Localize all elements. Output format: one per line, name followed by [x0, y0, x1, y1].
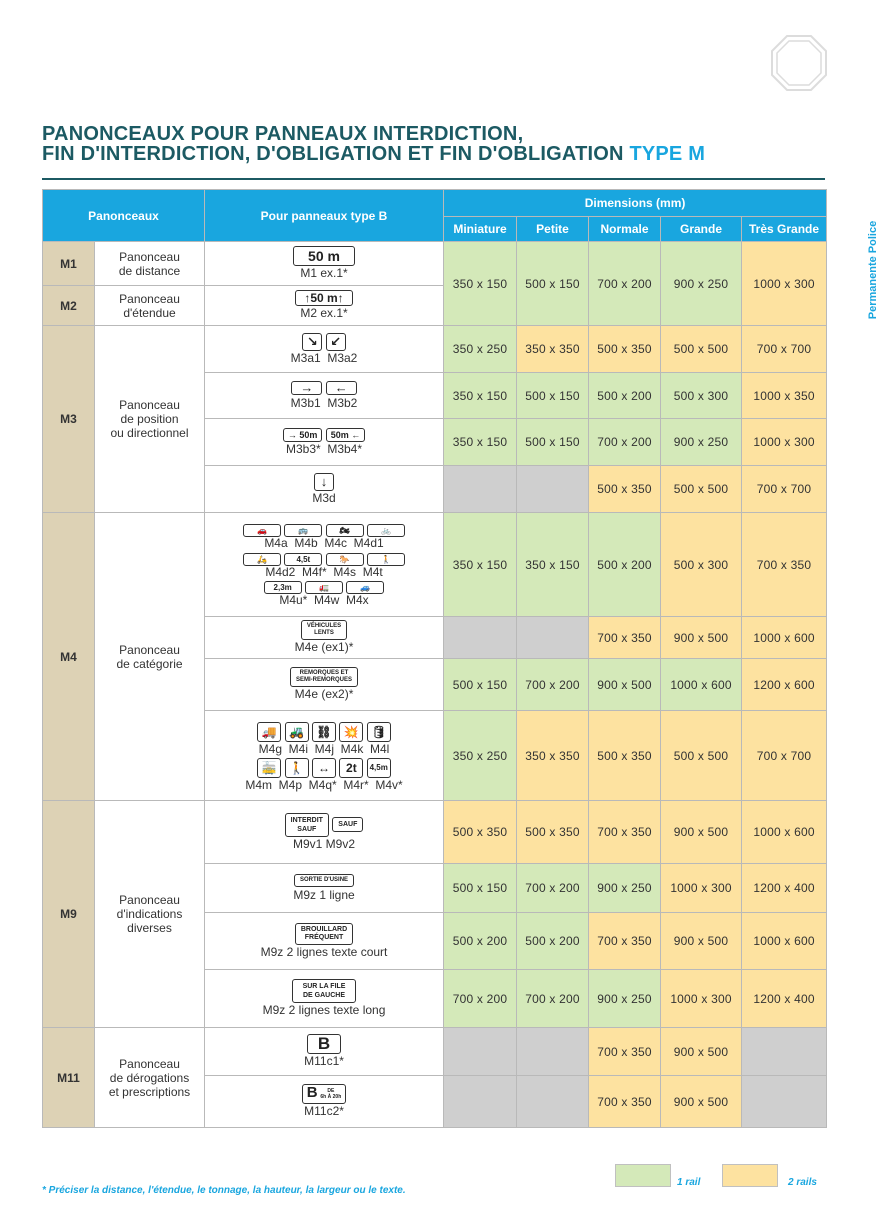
bicycle-icon: 🚲 [367, 524, 405, 537]
dim-cell: 350 x 350 [517, 711, 589, 801]
legend-label-1-rail: 1 rail [677, 1177, 701, 1188]
sign-file-gauche: SUR LA FILE DE GAUCHE [292, 979, 357, 1003]
dim-cell-na [517, 617, 589, 659]
explosive-icon: 💥 [339, 722, 363, 742]
side-tab-label: Permanente Police [867, 220, 879, 320]
dim-cell: 500 x 500 [661, 466, 742, 513]
sign-label: M4g M4i M4j M4k M4l [258, 741, 390, 756]
dim-cell: 350 x 150 [517, 513, 589, 617]
desc-text: Panonceau d'indications diverses [116, 893, 183, 935]
dim-cell: 1000 x 300 [661, 970, 742, 1028]
dim-cell: 500 x 200 [444, 913, 517, 970]
dim-cell: 500 x 500 [661, 711, 742, 801]
header-normale: Normale [589, 217, 661, 242]
sign-label: M9z 1 ligne [293, 888, 355, 902]
dim-cell: 700 x 350 [589, 801, 661, 864]
legend-swatch-1-rail [615, 1164, 671, 1187]
dim-cell: 700 x 700 [742, 711, 827, 801]
arrow-right-icon: → [291, 381, 322, 395]
arrow-left-icon: ← [326, 381, 357, 395]
dim-cell: 700 x 700 [742, 326, 827, 373]
dim-cell: 1000 x 300 [661, 864, 742, 913]
dim-cell: 900 x 250 [589, 864, 661, 913]
arrow-down-icon: ↓ [314, 473, 334, 491]
sign-vehicules-lents: VÉHICULES LENTS [301, 620, 347, 640]
table-row [43, 513, 827, 617]
page-title [42, 124, 705, 164]
dim-cell: 900 x 500 [661, 617, 742, 659]
sign-sortie-usine: SORTIE D'USINE [294, 874, 354, 887]
header-pour-panneaux: Pour panneaux type B [205, 190, 444, 242]
snow-chain-icon: ⛓ [312, 722, 336, 742]
dim-cell: 700 x 200 [444, 970, 517, 1028]
sign-cell [205, 913, 444, 970]
dim-cell: 500 x 350 [444, 801, 517, 864]
water-pollutant-icon: 🛢 [367, 722, 391, 742]
dim-cell: 700 x 700 [742, 466, 827, 513]
header-tres-grande: Très Grande [742, 217, 827, 242]
bus-icon: 🚌 [284, 524, 322, 537]
sign-cell [205, 1076, 444, 1128]
dim-cell-na [517, 1076, 589, 1128]
dim-cell: 900 x 250 [589, 970, 661, 1028]
sign-label: M3b1 M3b2 [290, 395, 358, 410]
dim-cell: 500 x 150 [517, 373, 589, 419]
row-code: M3 [43, 326, 95, 513]
sign-cell [205, 617, 444, 659]
sign-label: M9v1 M9v2 [293, 836, 356, 851]
sign-cell [205, 466, 444, 513]
sign-label: M4a M4b M4c M4d1 [264, 536, 384, 551]
desc-text: Panonceau de dérogations et prescriptions [108, 1056, 191, 1099]
header-dimensions: Dimensions (mm) [444, 190, 827, 217]
desc-text: Panonceau de catégorie [116, 642, 183, 671]
sign-label: M4e (ex1)* [294, 640, 354, 654]
truck-icon: 🚚 [257, 722, 281, 742]
arrow-down-right-icon: ↘ [302, 333, 322, 351]
dim-cell: 500 x 150 [517, 242, 589, 326]
sign-label: M3d [312, 490, 336, 505]
title-accent: TYPE M [629, 143, 706, 165]
dim-cell: 500 x 200 [517, 913, 589, 970]
dim-cell: 350 x 250 [444, 711, 517, 801]
sign-cell [205, 801, 444, 864]
dim-cell: 1000 x 300 [742, 419, 827, 466]
row-desc [95, 801, 205, 1028]
arrow-left-distance-icon: 50m ← [326, 428, 366, 442]
sign-cell [205, 864, 444, 913]
dim-cell: 500 x 150 [517, 419, 589, 466]
dim-cell: 1000 x 350 [742, 373, 827, 419]
tram-icon: 🚋 [257, 758, 281, 778]
car-icon: 🚗 [243, 524, 281, 537]
desc-text: Panonceau de distance [118, 249, 181, 278]
sign-label: M4d2 M4f* M4s M4t [265, 564, 383, 579]
sign-cell [205, 659, 444, 711]
dim-cell: 1200 x 400 [742, 970, 827, 1028]
sign-cell [205, 513, 444, 617]
sign-sauf: SAUF [332, 817, 363, 832]
arrow-down-left-icon: ↙ [326, 333, 346, 351]
sign-label: M4m M4p M4q* M4r* M4v* [245, 777, 403, 792]
dim-cell: 500 x 150 [444, 659, 517, 711]
dim-cell: 1000 x 600 [742, 801, 827, 864]
sign-etendue: ↑50 m↑ [295, 290, 352, 306]
dim-cell: 700 x 350 [589, 617, 661, 659]
dim-cell: 1000 x 600 [661, 659, 742, 711]
title-rule [42, 178, 825, 180]
title-line-1: PANONCEAUX POUR PANNEAUX INTERDICTION, [42, 123, 524, 145]
dim-cell: 700 x 200 [517, 864, 589, 913]
dim-cell: 900 x 500 [661, 1028, 742, 1076]
table-row [43, 326, 827, 373]
sign-b: B [307, 1034, 341, 1054]
sign-label: M9z 2 lignes texte court [260, 944, 388, 959]
dim-cell: 700 x 350 [742, 513, 827, 617]
dim-cell: 350 x 150 [444, 373, 517, 419]
dim-cell: 500 x 350 [589, 711, 661, 801]
dim-cell: 1200 x 400 [742, 864, 827, 913]
dim-cell: 700 x 350 [589, 1028, 661, 1076]
dim-cell: 500 x 350 [589, 326, 661, 373]
dim-cell: 700 x 200 [589, 242, 661, 326]
title-line-2: FIN D'INTERDICTION, D'OBLIGATION ET FIN D'OBLIGATION [42, 143, 630, 165]
truck-trailer-icon: 🚛 [305, 581, 343, 594]
dim-cell: 500 x 200 [589, 513, 661, 617]
sign-label: M4e (ex2)* [294, 687, 354, 701]
motorcycle-icon: 🏍 [326, 524, 364, 537]
footnote: * Préciser la distance, l'étendue, le tonnage, la hauteur, la largeur ou le texte. [42, 1185, 406, 1196]
dim-cell-na [444, 1076, 517, 1128]
dim-cell-na [742, 1028, 827, 1076]
row-code: M9 [43, 801, 95, 1028]
sign-b-hours [302, 1084, 346, 1104]
walker-icon: 🚶 [285, 758, 309, 778]
sign-remorques: REMORQUES ET SEMI-REMORQUES [290, 667, 358, 687]
dim-cell-na [517, 466, 589, 513]
dim-cell-na [517, 1028, 589, 1076]
header-miniature: Miniature [444, 217, 517, 242]
dim-cell: 350 x 150 [444, 513, 517, 617]
row-code: M1 [43, 242, 95, 286]
pedestrian-icon: 🚶 [367, 553, 405, 566]
dim-cell: 700 x 200 [517, 659, 589, 711]
row-desc [95, 513, 205, 801]
dim-cell: 500 x 150 [444, 864, 517, 913]
sign-b-letter: B [306, 1084, 318, 1101]
tonnage-sign: 4,5t [284, 553, 322, 566]
length-icon: ↔ [312, 758, 336, 778]
axle-weight-sign: 2t [339, 758, 363, 778]
octagon-sign-icon [770, 34, 828, 92]
sign-label: M3a1 M3a2 [290, 350, 358, 365]
sign-b-hours-text: DE 6h À 20h [320, 1088, 342, 1101]
desc-text: Panonceau d'étendue [119, 291, 180, 320]
dim-cell: 900 x 500 [661, 913, 742, 970]
header-grande: Grande [661, 217, 742, 242]
dim-cell: 1000 x 300 [742, 242, 827, 326]
row-desc [95, 242, 205, 286]
dim-cell: 1000 x 600 [742, 913, 827, 970]
width-sign: 2,3m [264, 581, 302, 594]
sign-cell [205, 970, 444, 1028]
dim-cell: 700 x 350 [589, 1076, 661, 1128]
dim-cell: 700 x 200 [517, 970, 589, 1028]
sign-cell [205, 1028, 444, 1076]
sign-label: M4u* M4w M4x [279, 592, 369, 607]
dim-cell: 350 x 150 [444, 242, 517, 326]
dim-cell: 350 x 250 [444, 326, 517, 373]
sign-cell [205, 326, 444, 373]
dim-cell: 1200 x 600 [742, 659, 827, 711]
dim-cell: 500 x 300 [661, 513, 742, 617]
header-panonceaux: Panonceaux [43, 190, 205, 242]
panonceaux-table [42, 189, 827, 1128]
table-row [43, 1028, 827, 1076]
sign-label: M1 ex.1* [300, 266, 348, 280]
row-code: M2 [43, 286, 95, 326]
sign-label: M11c1* [304, 1054, 344, 1068]
dim-cell: 500 x 200 [589, 373, 661, 419]
desc-text: Panonceau de position ou directionnel [110, 398, 189, 440]
sign-cell [205, 419, 444, 466]
dim-cell-na [444, 1028, 517, 1076]
sign-distance: 50 m [293, 246, 355, 266]
sign-label: M2 ex.1* [300, 306, 348, 320]
table-row [43, 242, 827, 286]
sign-label: M11c2* [304, 1104, 344, 1118]
dim-cell-na [742, 1076, 827, 1128]
dim-cell: 500 x 350 [589, 466, 661, 513]
dim-cell: 900 x 250 [661, 419, 742, 466]
row-desc [95, 326, 205, 513]
legend-label-2-rails: 2 rails [788, 1177, 817, 1188]
horse-cart-icon: 🐎 [326, 553, 364, 566]
sign-interdit-sauf: INTERDIT SAUF [285, 813, 329, 837]
sign-label: M3b3* M3b4* [285, 442, 363, 456]
sign-cell [205, 711, 444, 801]
side-tab [863, 210, 883, 330]
sign-cell [205, 373, 444, 419]
dim-cell: 500 x 500 [661, 326, 742, 373]
legend-swatch-2-rails [722, 1164, 778, 1187]
dim-cell: 350 x 150 [444, 419, 517, 466]
row-code: M4 [43, 513, 95, 801]
arrow-right-distance-icon: → 50m [283, 428, 323, 442]
row-desc [95, 286, 205, 326]
dim-cell: 900 x 500 [661, 801, 742, 864]
dim-cell: 700 x 350 [589, 913, 661, 970]
moped-icon: 🛵 [243, 553, 281, 566]
sign-cell [205, 286, 444, 326]
sign-label: M9z 2 lignes texte long [262, 1003, 386, 1017]
dim-cell: 1000 x 600 [742, 617, 827, 659]
dim-cell: 900 x 500 [589, 659, 661, 711]
dim-cell: 900 x 500 [661, 1076, 742, 1128]
sign-cell [205, 242, 444, 286]
dim-cell-na [444, 466, 517, 513]
caravan-icon: 🚙 [346, 581, 384, 594]
dim-cell: 500 x 300 [661, 373, 742, 419]
header-petite: Petite [517, 217, 589, 242]
dim-cell: 900 x 250 [661, 242, 742, 326]
dim-cell: 500 x 350 [517, 801, 589, 864]
dim-cell: 350 x 350 [517, 326, 589, 373]
row-code: M11 [43, 1028, 95, 1128]
tractor-icon: 🚜 [285, 722, 309, 742]
sign-brouillard: BROUILLARD FRÉQUENT [295, 923, 353, 945]
row-desc [95, 1028, 205, 1128]
table-row [43, 801, 827, 864]
dim-cell-na [444, 617, 517, 659]
height-sign: 4,5m [367, 758, 391, 778]
dim-cell: 700 x 200 [589, 419, 661, 466]
